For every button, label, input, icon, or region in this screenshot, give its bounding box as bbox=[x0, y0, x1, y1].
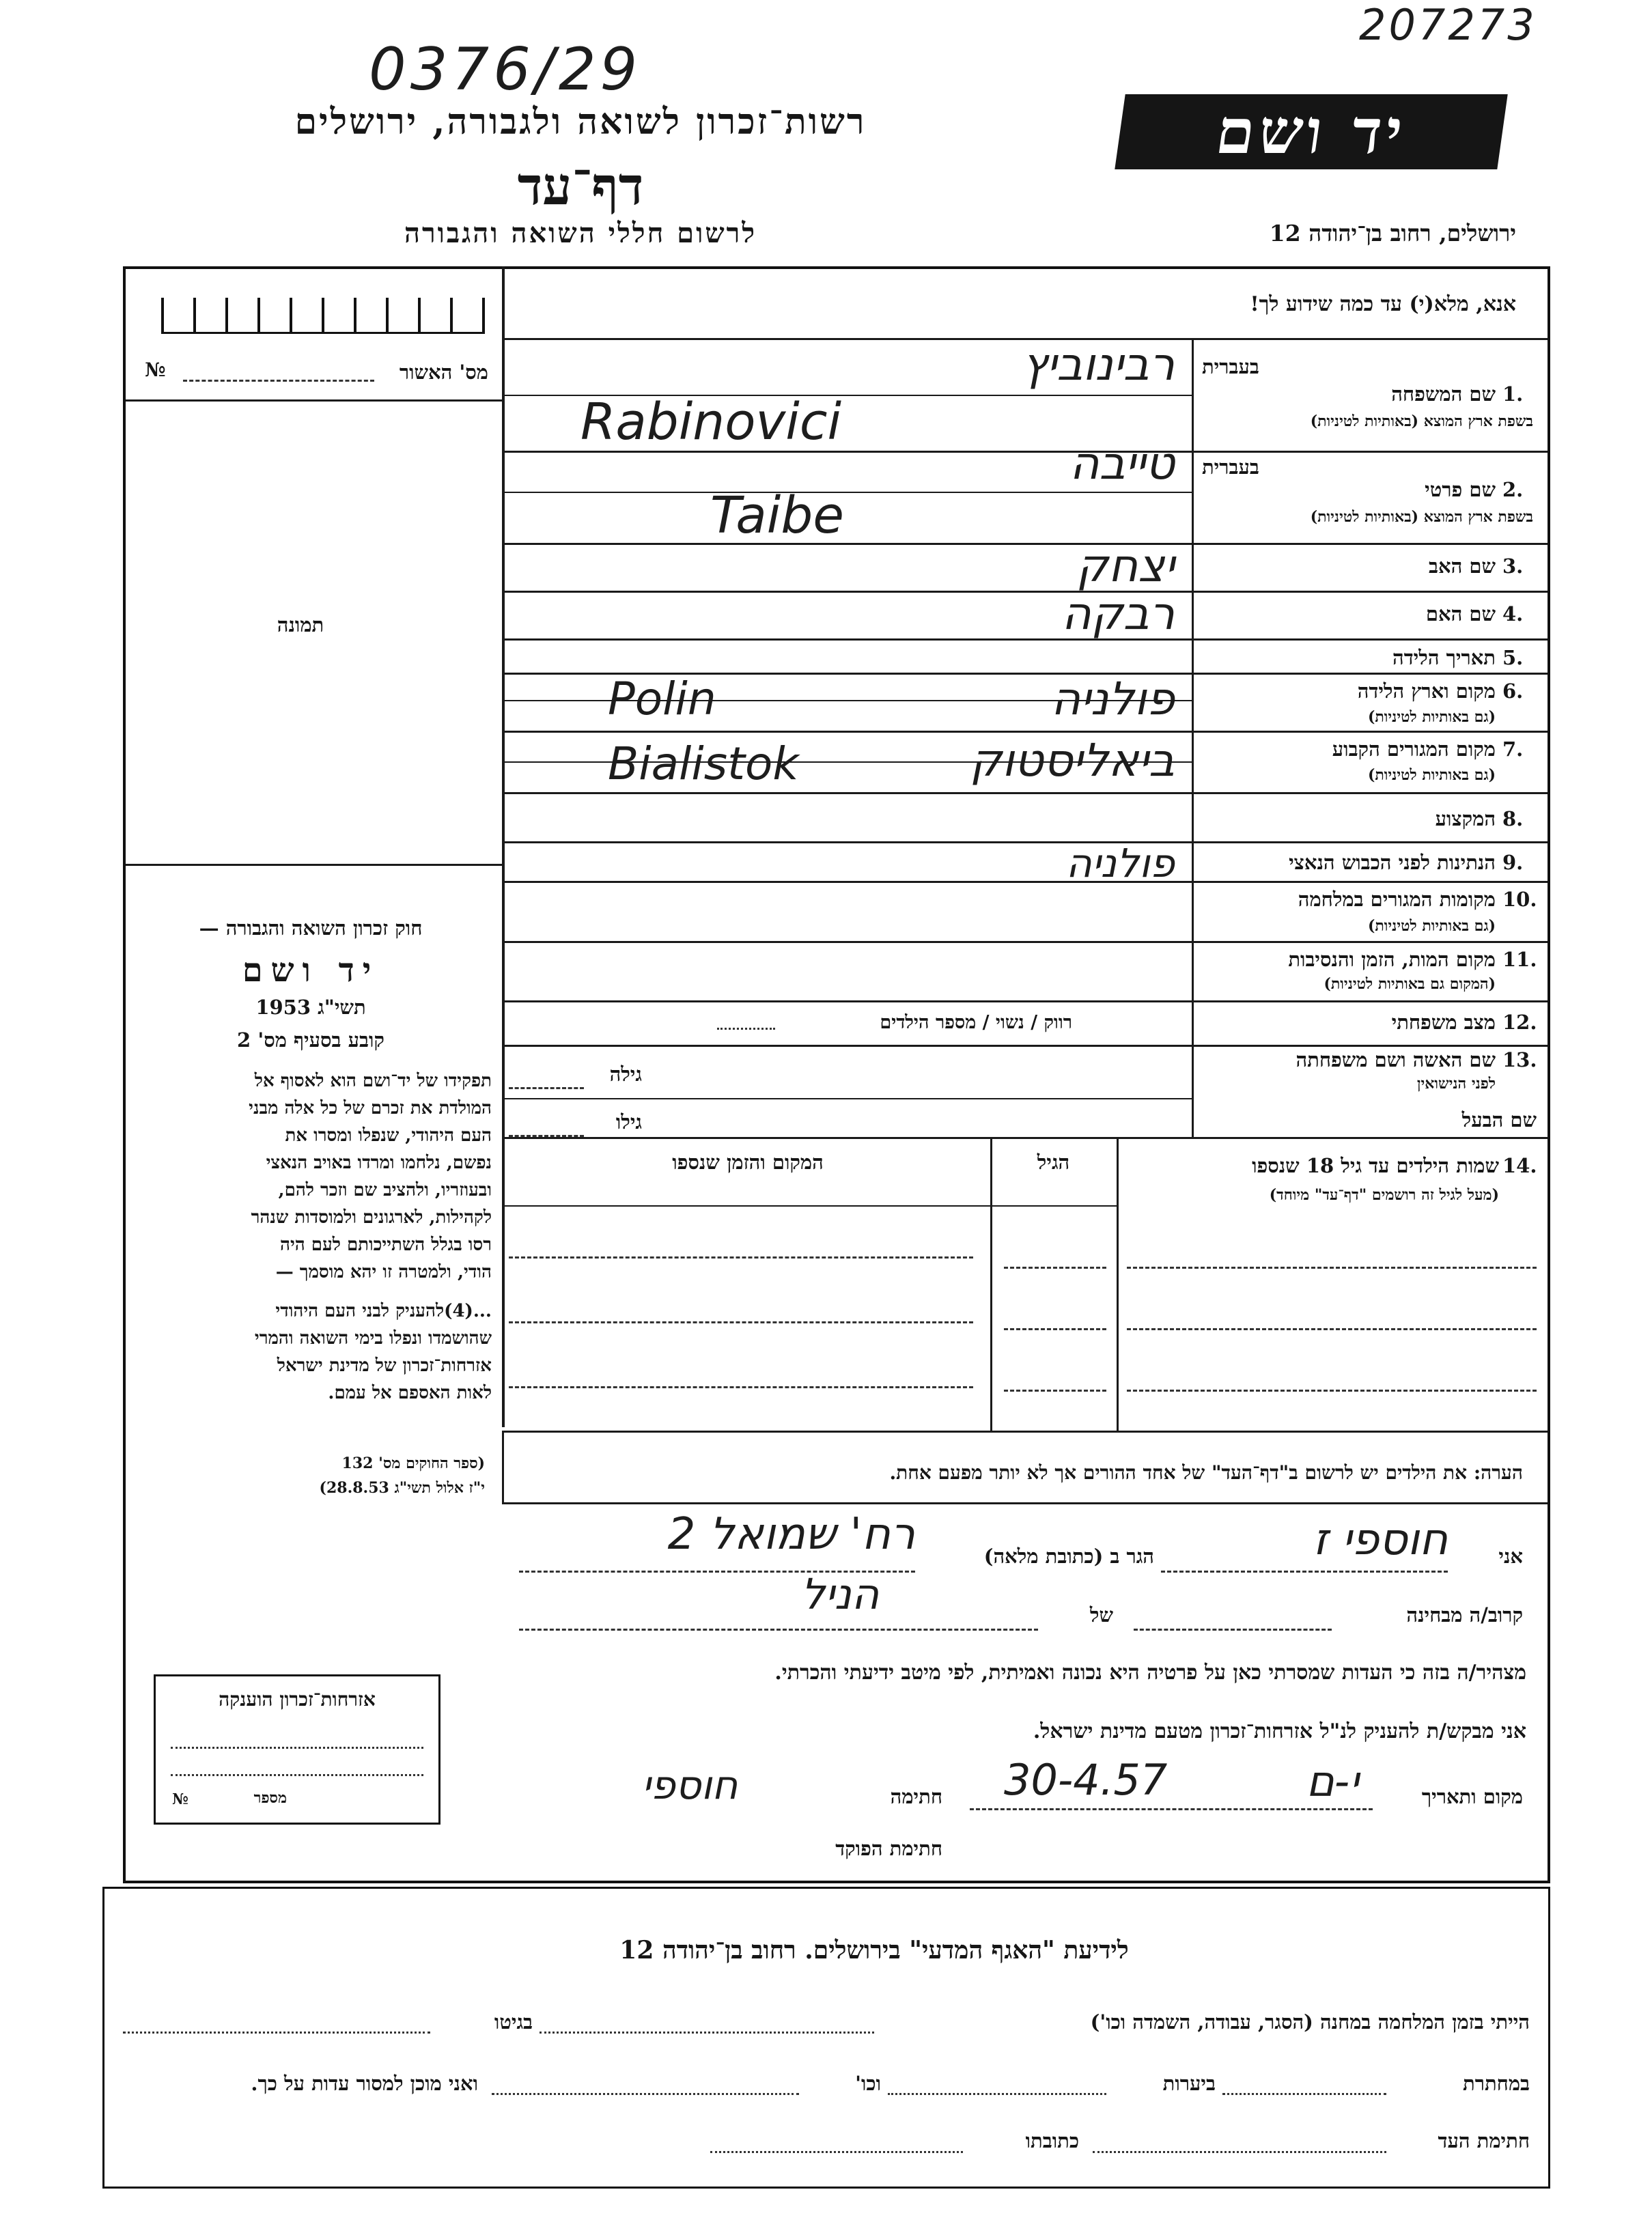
form-subtitle: לרשום חללי השואה והגבורה bbox=[404, 217, 757, 249]
bottom-title: לידיעת "האגף המדעי" בירושלים. רחוב בן־יהודה 12 bbox=[619, 1936, 1129, 1965]
birth-place-hebrew: פולניה bbox=[1050, 673, 1175, 725]
children-subtitle: (מעל לגיל זה רושמים "דף־עד" מיוחד) bbox=[1269, 1186, 1499, 1204]
residence-latin: Bialistok bbox=[608, 737, 799, 790]
left-panel-divider bbox=[502, 266, 505, 1427]
law-year: תשי"ג 1953 bbox=[255, 996, 366, 1019]
law-source-1: (ספר החוקים מס' 132 bbox=[341, 1454, 485, 1472]
registry-no-label: מס' האשור bbox=[399, 361, 488, 384]
bottom-witness-signature: חתימת העד bbox=[1438, 2129, 1530, 2152]
bottom-line2-underground: במחתרת bbox=[1463, 2072, 1530, 2095]
bottom-frame bbox=[102, 1887, 1550, 2189]
relative-label: קרוב/ה מבחינה bbox=[1406, 1603, 1523, 1627]
witness-i-label: אני bbox=[1498, 1545, 1523, 1568]
citizenship-value: פולניה bbox=[1065, 840, 1175, 886]
citizenship-no-sign: № bbox=[172, 1790, 188, 1808]
header-address: ירושלים, רחוב בן־יהודה 12 bbox=[1269, 220, 1516, 247]
signature-value: חוספי bbox=[641, 1762, 738, 1808]
bottom-line1-ghetto: בגיטו bbox=[494, 2010, 533, 2034]
citizenship-box-title: אזרחות־זכרון הוענקה bbox=[219, 1688, 376, 1711]
father-name-value: יצחק bbox=[1076, 539, 1175, 592]
family-name-hebrew: רבינוביץ bbox=[1022, 338, 1175, 391]
label-column-divider bbox=[1192, 338, 1194, 1137]
date-value: 30-4.57 bbox=[1004, 1755, 1168, 1805]
first-name-hebrew: טייבה bbox=[1069, 437, 1175, 490]
note-text: הערה: את הילדים יש לרשום ב"דף־העד" של אחד ההורים אך לא יותר מפעם אחת. bbox=[889, 1461, 1523, 1484]
place-date-label: מקום ותאריך bbox=[1421, 1785, 1523, 1808]
bottom-line1-camp: הייתי בזמן המלחמה במחנה (הסגר, עבודה, השמדה וכו') bbox=[1090, 2010, 1530, 2034]
law-title: חוק זכרון השואה והגבורה — bbox=[199, 916, 423, 940]
marital-options: רווק / נשוי / מספר הילדים bbox=[880, 1012, 1072, 1033]
citizenship-box-number: מספר bbox=[253, 1789, 287, 1807]
yad-vashem-logo: יד ושם bbox=[1115, 94, 1507, 169]
law-source-2: י"ז אלול תשי"ג 28.8.53) bbox=[319, 1479, 485, 1497]
family-name-latin: Rabinovici bbox=[580, 393, 842, 451]
bottom-line2-forests: ביערות bbox=[1162, 2072, 1216, 2095]
official-signature-label: חתימת הפוקד bbox=[835, 1837, 942, 1860]
intro-text: אנא, מלא(י) עד כמה שידוע לך! bbox=[1250, 292, 1516, 316]
form-title: דף־עד bbox=[517, 156, 644, 216]
signature-label: חתימה bbox=[890, 1785, 942, 1808]
witness-address: רח' שמואל 2 bbox=[667, 1509, 915, 1560]
declaration-text: מצהיר/ה בזה כי העדות שמסרתי כאן על פרטיה היא נכונה ואמיתית, לפי מיטב ידיעתי והכרתי. bbox=[774, 1661, 1526, 1685]
husband-age-label: גילו bbox=[615, 1110, 642, 1134]
bottom-line2-etc: וכו' bbox=[855, 2072, 881, 2095]
institution-name: רשות־זכרון לשואה ולגבורה, ירושלים bbox=[294, 101, 867, 143]
place-value: י-ם bbox=[1306, 1756, 1359, 1806]
registration-number: 0376/29 bbox=[369, 36, 642, 104]
no-sign: № bbox=[145, 359, 166, 381]
bottom-witness-address: כתובתו bbox=[1025, 2129, 1079, 2152]
archive-number: 207273 bbox=[1359, 0, 1537, 50]
law-clause: קובע בסעיף מס' 2 bbox=[237, 1028, 384, 1052]
first-name-latin: Taibe bbox=[710, 486, 844, 545]
children-age-header: הגיל bbox=[1037, 1151, 1070, 1174]
bottom-line2-ready: ואני מוכן למסור עדות על כך. bbox=[251, 2072, 478, 2095]
number-boxes bbox=[161, 332, 485, 334]
law-name: יד ושם bbox=[242, 951, 380, 989]
children-number: 14. bbox=[1502, 1154, 1537, 1177]
children-title: שמות הילדים עד גיל 18 שנספו bbox=[1252, 1154, 1499, 1177]
mother-name-value: רבקה bbox=[1061, 587, 1175, 640]
witness-resides-label: הגר ב (כתובת מלאה) bbox=[983, 1545, 1154, 1568]
of-label: של bbox=[1089, 1603, 1113, 1627]
request-text: אני מבקש/ת להעניק לנ"ל אזרחות־זכרון מטעם מדינת ישראל. bbox=[1033, 1719, 1526, 1743]
wife-age-label: גילה bbox=[609, 1063, 642, 1086]
residence-hebrew: ביאליסטוק bbox=[970, 734, 1175, 787]
witness-name: חוספי ז bbox=[1313, 1515, 1448, 1565]
photo-label: תמונה bbox=[277, 613, 324, 636]
relation-value: הניל bbox=[800, 1569, 880, 1619]
children-place-header: המקום והזמן שנספו bbox=[672, 1151, 824, 1174]
birth-place-latin: Polin bbox=[608, 673, 716, 725]
